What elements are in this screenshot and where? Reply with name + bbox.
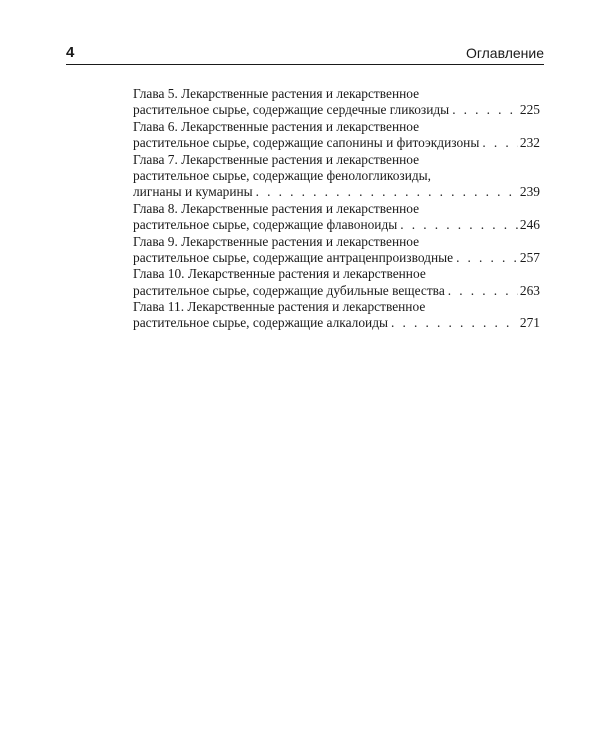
toc-entry-text: растительное сырье, содержащие сердечные гликозиды — [133, 102, 450, 118]
toc-entry-text: растительное сырье, содержащие дубильные вещества — [133, 282, 445, 298]
toc-line — [133, 217, 540, 233]
toc-entry[interactable] — [133, 234, 540, 267]
toc-entry-text: Глава 9. Лекарственные растения и лекарственное — [133, 233, 420, 249]
header-rule — [66, 64, 544, 65]
toc-entry-text: растительное сырье, содержащие фенологликозиды, — [133, 167, 432, 183]
toc-entry-text: Глава 7. Лекарственные растения и лекарственное — [133, 151, 420, 167]
toc-entry-text: Глава 8. Лекарственные растения и лекарственное — [133, 200, 420, 216]
toc-page-number: 263 — [519, 282, 540, 298]
toc-page-number: 271 — [519, 315, 540, 331]
dot-leader — [482, 135, 518, 151]
toc-entry-text: Глава 11. Лекарственные растения и лекарственное — [133, 299, 426, 315]
toc-page-number: 232 — [519, 135, 540, 151]
toc-entry-text: Глава 10. Лекарственные растения и лекарственное — [133, 266, 426, 282]
dot-leader — [452, 102, 518, 118]
toc-line — [133, 184, 540, 200]
toc-entry-text: растительное сырье, содержащие антраценпроизводные — [133, 249, 454, 265]
toc-line — [133, 152, 540, 168]
toc-page-number: 246 — [519, 217, 540, 233]
dot-leader — [448, 283, 518, 299]
running-title: Оглавление — [465, 45, 544, 61]
dot-leader — [456, 250, 518, 266]
toc-line — [133, 201, 540, 217]
toc-line — [133, 266, 540, 282]
page-number: 4 — [66, 44, 75, 61]
toc-page-number: 239 — [519, 184, 540, 200]
toc-entry[interactable] — [133, 201, 540, 234]
toc-line — [133, 283, 540, 299]
toc-page-number: 257 — [519, 249, 540, 265]
toc-entry-text: растительное сырье, содержащие сапонины и фитоэкдизоны — [133, 135, 480, 151]
toc-line — [133, 315, 540, 331]
toc-entry-text: растительное сырье, содержащие алкалоиды — [133, 315, 389, 331]
dot-leader — [256, 184, 518, 200]
toc-line — [133, 250, 540, 266]
toc-entry-text: лигнаны и кумарины — [133, 184, 253, 200]
toc-line — [133, 299, 540, 315]
toc-entry[interactable] — [133, 119, 540, 152]
toc-entry[interactable] — [133, 86, 540, 119]
toc-line — [133, 86, 540, 102]
toc-entry[interactable] — [133, 152, 540, 201]
table-of-contents — [133, 86, 540, 332]
dot-leader — [400, 217, 518, 233]
toc-entry-text: Глава 5. Лекарственные растения и лекарственное — [133, 86, 420, 101]
toc-entry[interactable] — [133, 299, 540, 332]
toc-entry-text: растительное сырье, содержащие флавоноиды — [133, 217, 398, 233]
toc-line — [133, 168, 540, 184]
page-header — [66, 44, 544, 64]
toc-line — [133, 102, 540, 118]
toc-entry[interactable] — [133, 266, 540, 299]
toc-line — [133, 234, 540, 250]
toc-line — [133, 119, 540, 135]
toc-line — [133, 135, 540, 151]
toc-entry-text: Глава 6. Лекарственные растения и лекарственное — [133, 118, 420, 134]
toc-page-number: 225 — [519, 102, 540, 118]
dot-leader — [391, 315, 518, 331]
